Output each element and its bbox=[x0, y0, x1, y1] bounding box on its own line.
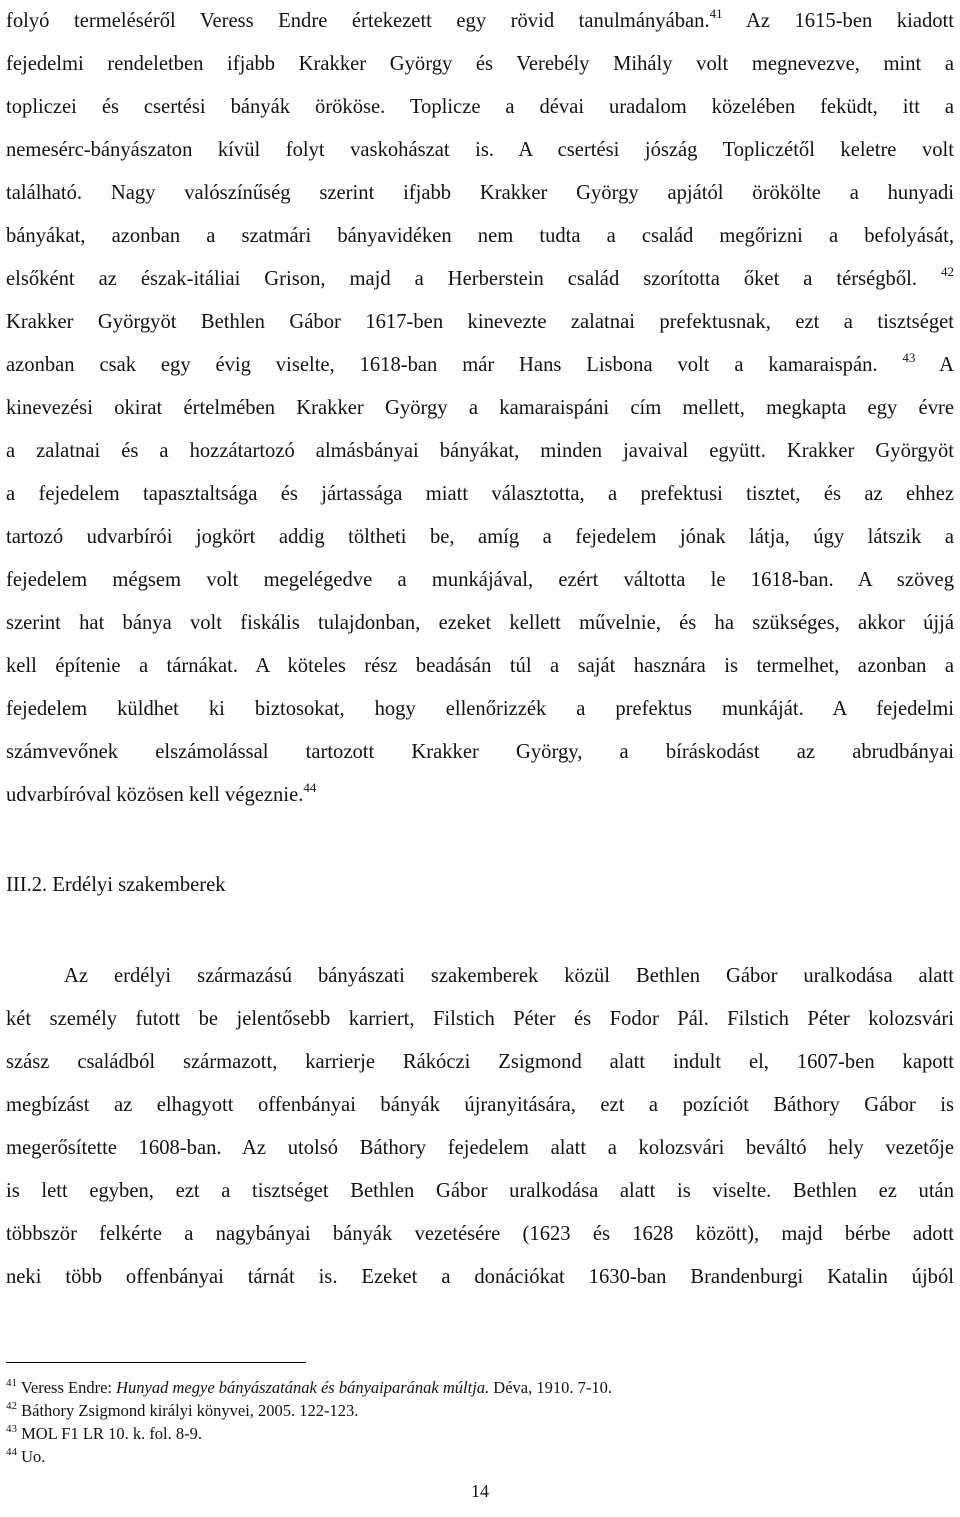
text-line: Krakker Györgyöt Bethlen Gábor 1617-ben kinevezte zalatnai prefektusnak, ezt a tisztséget bbox=[6, 311, 954, 333]
footnote-42: $^{42}$ Báthory Zsigmond királyi könyvei, 2005. 122-123. bbox=[6, 1400, 359, 1420]
footnotes bbox=[6, 1376, 946, 1468]
text-line: Az erdélyi származású bányászati szakemberek közül Bethlen Gábor uralkodása alatt bbox=[64, 965, 954, 987]
footnote-ref-41[interactable]: 41 bbox=[709, 6, 723, 21]
footnote-ref-42[interactable]: 42 bbox=[941, 264, 954, 279]
text-line: folyó termeléséről Veress Endre értekezett egy rövid tanulmányában.$^{41}$ Az 1615-ben kiadott bbox=[6, 6, 954, 32]
text-line: megerősítette 1608-ban. Az utolsó Báthory fejedelem alatt a kolozsvári beváltó hely vezetője bbox=[6, 1137, 954, 1159]
text-line: neki több offenbányai tárnát is. Ezeket a donációkat 1630-ban Brandenburgi Katalin újból bbox=[6, 1266, 954, 1288]
text-line: bányákat, azonban a szatmári bányavidéken nem tudta a család megőrizni a befolyását, bbox=[6, 225, 954, 247]
text-line: szerint hat bánya volt fiskális tulajdonban, ezeket kellett művelnie, és ha szükséges, akkor újjá bbox=[6, 612, 954, 634]
text-line: fejedelem küldhet ki biztosokat, hogy ellenőrizzék a prefektus munkáját. A fejedelmi bbox=[6, 698, 954, 720]
text-line: két személy futott be jelentősebb karriert, Filstich Péter és Fodor Pál. Filstich Péter kolozsvári bbox=[6, 1008, 954, 1030]
text-line: nemesérc-bányászaton kívül folyt vaskohászat is. A csertési jószág Topliczétől keletre volt bbox=[6, 139, 954, 161]
section-heading: III.2. Erdélyi szakemberek bbox=[6, 874, 226, 896]
footnote-41: $^{41}$ Veress Endre: Hunyad megye bányászatának és bányaiparának múltja. Déva, 1910. 7-10. bbox=[6, 1377, 612, 1397]
text-line: azonban csak egy évig viselte, 1618-ban már Hans Lisbona volt a kamaraispán. $^{43}$ A bbox=[6, 350, 954, 376]
text-line: kell építenie a tárnákat. A köteles rész beadásán túl a saját hasznára is termelhet, azonban a bbox=[6, 655, 954, 677]
footnote-ref-43[interactable]: 43 bbox=[902, 350, 916, 365]
text-line: is lett egyben, ezt a tisztséget Bethlen Gábor uralkodása alatt is viselte. Bethlen ez után bbox=[6, 1180, 954, 1202]
footnote-43: $^{43}$ MOL F1 LR 10. k. fol. 8-9. bbox=[6, 1423, 203, 1443]
text-line: számvevőnek elszámolással tartozott Krakker György, a bíráskodást az abrudbányai bbox=[6, 741, 954, 763]
text-line: udvarbíróval közösen kell végeznie.$^{44}$ bbox=[6, 780, 317, 806]
body-paragraph-1 bbox=[6, 0, 954, 817]
page-number: 14 bbox=[471, 1481, 489, 1501]
footnote-44: $^{44}$ Uo. bbox=[6, 1446, 46, 1466]
text-line: megbízást az elhagyott offenbányai bányák újranyitására, ezt a pozíciót Báthory Gábor is bbox=[6, 1094, 954, 1116]
body-paragraph-2 bbox=[6, 955, 954, 1299]
text-line: fejedelmi rendeletben ifjabb Krakker György és Verebély Mihály volt megnevezve, mint a bbox=[6, 53, 954, 75]
text-line: tartozó udvarbírói jogkört addig töltheti be, amíg a fejedelem jónak látja, úgy látszik a bbox=[6, 526, 954, 548]
footnote-ref-44[interactable]: 44 bbox=[303, 780, 317, 795]
text-line: a fejedelem tapasztaltsága és jártassága miatt választotta, a prefektusi tisztet, és az ehhez bbox=[6, 483, 954, 505]
text-line: kinevezési okirat értelmében Krakker György a kamaraispáni cím mellett, megkapta egy évre bbox=[6, 397, 954, 419]
text-line: a zalatnai és a hozzátartozó almásbányai bányákat, minden javaival együtt. Krakker Györgyöt bbox=[6, 440, 954, 462]
text-line: elsőként az észak-itáliai Grison, majd a Herberstein család szorította őket a térségből. $^{42}$ bbox=[6, 264, 954, 290]
text-line: többször felkérte a nagybányai bányák vezetésére (1623 és 1628 között), majd bérbe adott bbox=[6, 1223, 954, 1245]
footnote-separator bbox=[6, 1362, 306, 1363]
text-line: szász családból származott, karrierje Rákóczi Zsigmond alatt indult el, 1607-ben kapott bbox=[6, 1051, 954, 1073]
text-line: található. Nagy valószínűség szerint ifjabb Krakker György apjától örökölte a hunyadi bbox=[6, 182, 954, 204]
text-line: fejedelem mégsem volt megelégedve a munkájával, ezért váltotta le 1618-ban. A szöveg bbox=[6, 569, 954, 591]
text-line: topliczei és csertési bányák örököse. Toplicze a dévai uradalom közelében feküdt, itt a bbox=[6, 96, 954, 118]
